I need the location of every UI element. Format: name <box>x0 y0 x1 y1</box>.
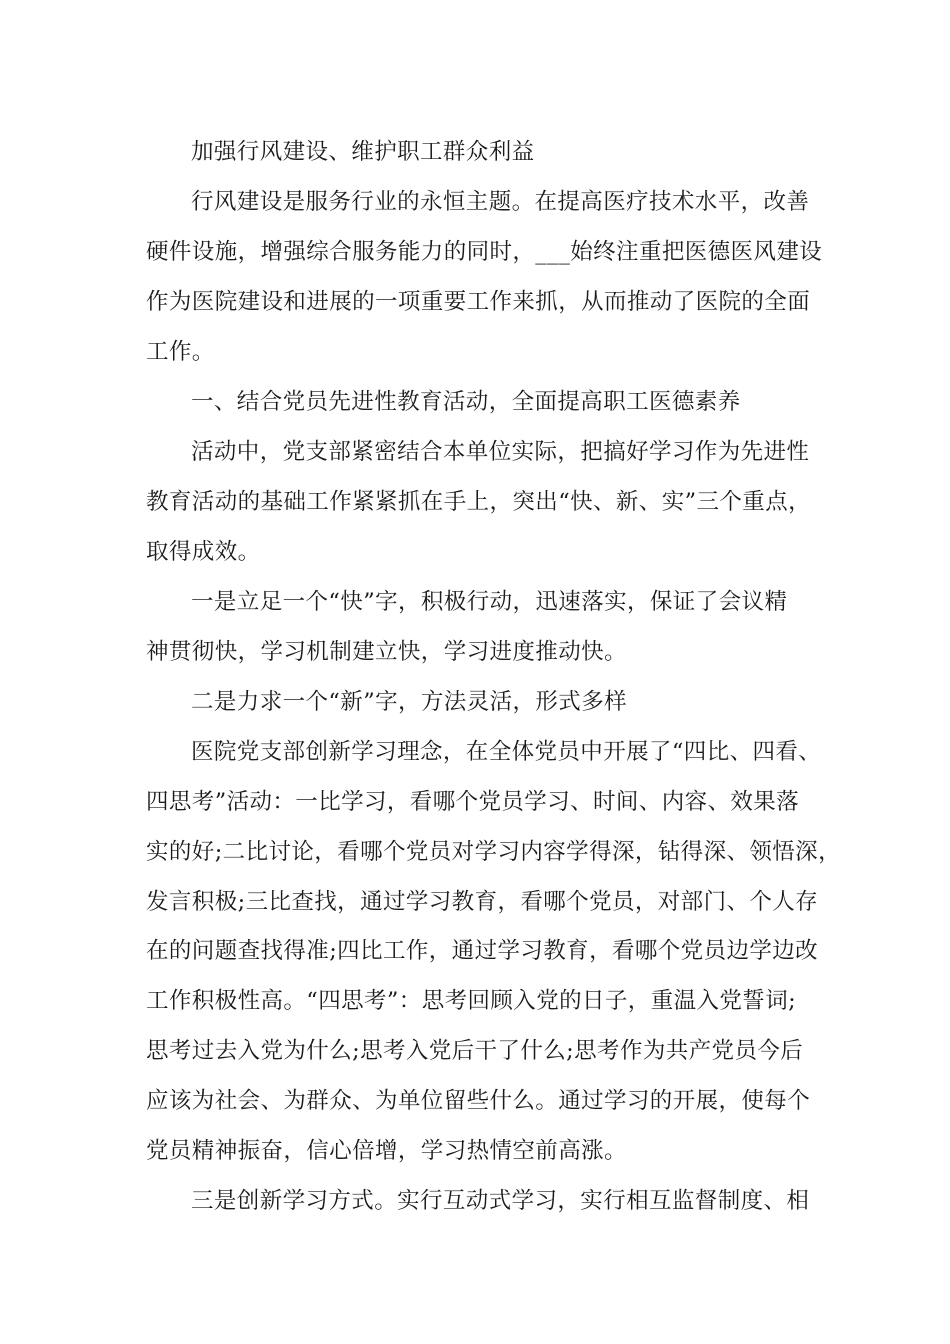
text-line: 神贯彻快，学习机制建立快，学习进度推动快。 <box>146 639 627 665</box>
text-line: 取得成效。 <box>146 539 261 565</box>
text-line: 应该为社会、为群众、为单位留些什么。通过学习的开展，使每个 <box>146 1088 811 1114</box>
text-line: 工作积极性高。“四思考”：思考回顾入党的日子，重温入党誓词; <box>146 988 797 1014</box>
text-line: 实的好;二比讨论，看哪个党员对学习内容学得深，钻得深、领悟深， <box>146 839 841 865</box>
text-line: 行风建设是服务行业的永恒主题。在提高医疗技术水平，改善 <box>191 189 810 215</box>
section-heading: 一、结合党员先进性教育活动，全面提高职工医德素养 <box>191 389 741 415</box>
text-line: 三是创新学习方式。实行互动式学习，实行相互监督制度、相 <box>191 1188 810 1214</box>
text-line: 在的问题查找得准;四比工作，通过学习教育，看哪个党员边学边改 <box>146 938 819 964</box>
text-line: 思考过去入党为什么;思考入党后干了什么;思考作为共产党员今后 <box>146 1038 804 1064</box>
text-line: 作为医院建设和进展的一项重要工作来抓，从而推动了医院的全面 <box>146 289 811 315</box>
text-line: 教育活动的基础工作紧紧抓在手上，突出“快、新、实”三个重点， <box>146 489 812 515</box>
text-line: 硬件设施，增强综合服务能力的同时，___始终注重把医德医风建设 <box>146 239 823 265</box>
text-line: 发言积极;三比查找，通过学习教育，看哪个党员，对部门、个人存 <box>146 889 819 915</box>
text-line: 一是立足一个“快”字，积极行动，迅速落实，保证了会议精 <box>191 589 788 615</box>
text-line: 工作。 <box>146 339 215 365</box>
text-line: 医院党支部创新学习理念，在全体党员中开展了“四比、四看、 <box>191 739 822 765</box>
text-line: 四思考”活动：一比学习，看哪个党员学习、时间、内容、效果落 <box>146 789 800 815</box>
text-line: 二是力求一个“新”字，方法灵活，形式多样 <box>191 689 628 715</box>
document-heading: 加强行风建设、维护职工群众利益 <box>191 139 535 165</box>
text-line: 党员精神振奋，信心倍增，学习热情空前高涨。 <box>146 1138 627 1164</box>
text-line: 活动中，党支部紧密结合本单位实际，把搞好学习作为先进性 <box>191 439 810 465</box>
